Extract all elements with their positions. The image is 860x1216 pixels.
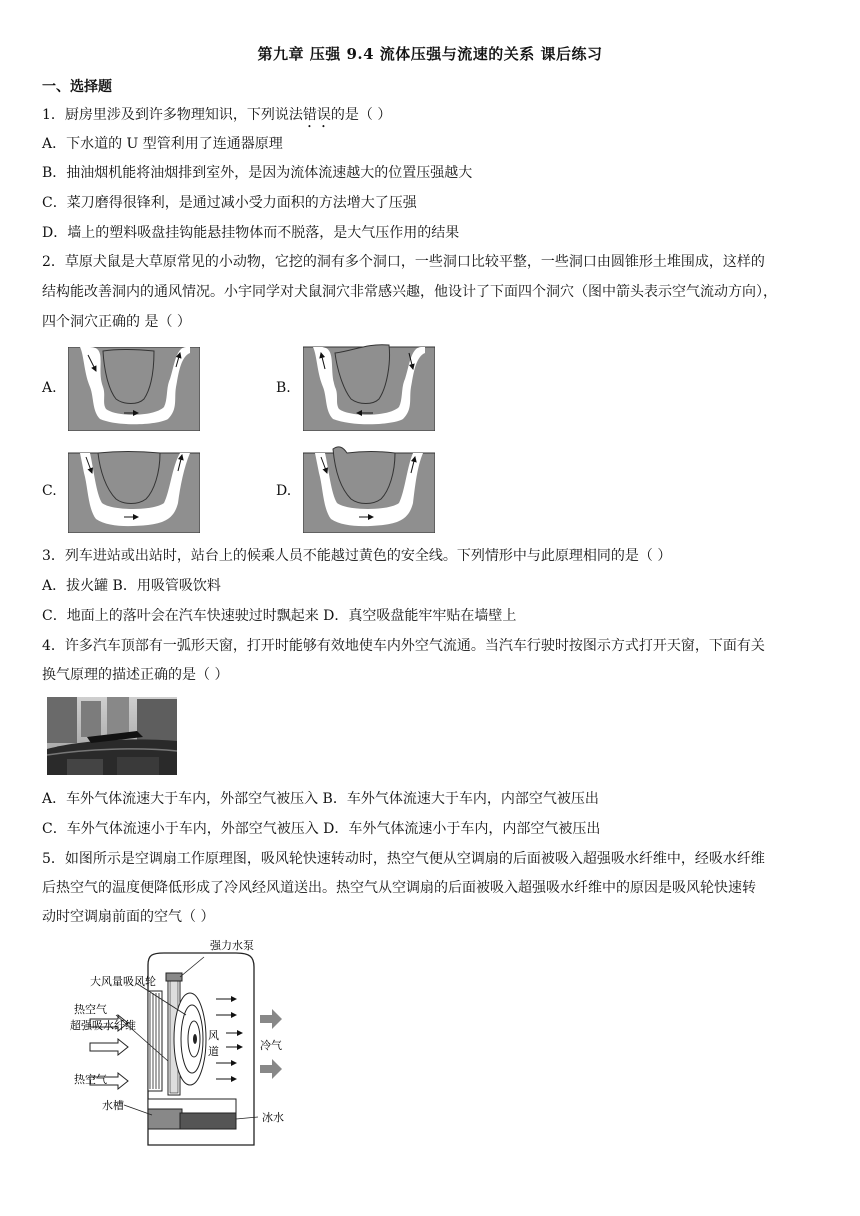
q1-emphasis-word: 错误 (302, 107, 331, 123)
q1-option-b: B．抽油烟机能将油烟排到室外，是因为流体流速越大的位置压强越大 (42, 165, 473, 181)
question-1-stem (42, 105, 822, 131)
air-cooler-diagram (40, 935, 300, 1160)
car-sunroof-photo (47, 697, 177, 775)
label-tank: 水槽 (102, 1099, 124, 1112)
q3-options-cd: C．地面上的落叶会在汽车快速驶过时飘起来 D．真空吸盘能牢牢贴在墙壁上 (42, 608, 517, 624)
label-fiber: 超强吸水纤维 (70, 1019, 136, 1032)
label-hot-air-2: 热空气 (74, 1073, 107, 1086)
q2-label-d: D. (276, 483, 292, 499)
q2-stem-line-1: 2．草原犬鼠是大草原常见的小动物，它挖的洞有多个洞口，一些洞口比较平整，一些洞口由圆锥形土堆围成，这样的 (42, 254, 765, 270)
q1-stem-end: 的是（ ） (330, 107, 392, 123)
q3-options-ab: A．拔火罐 B．用吸管吸饮料 (42, 578, 221, 594)
burrow-figure-c (68, 447, 200, 533)
q2-label-c: C. (42, 483, 57, 499)
q1-stem-text: 1．厨房里涉及到许多物理知识，下列说法 (42, 107, 303, 123)
page-title: 第九章 压强 9.4 流体压强与流速的关系 课后练习 (257, 45, 603, 63)
q3-stem: 3．列车进站或出站时，站台上的候乘人员不能越过黄色的安全线。下列情形中与此原理相同的是（ ） (42, 548, 672, 564)
label-hot-air-1: 热空气 (74, 1003, 107, 1016)
q2-label-a: A. (42, 380, 57, 396)
q4-options-cd: C．车外气体流速小于车内，外部空气被压入 D．车外气体流速小于车内，内部空气被压出 (42, 821, 601, 837)
label-duct-2: 道 (208, 1045, 219, 1058)
q2-stem-line-2: 结构能改善洞内的通风情况。小宇同学对犬鼠洞穴非常感兴趣，他设计了下面四个洞穴（图中箭头表示空气流动方向）， (42, 284, 777, 300)
section-heading: 一、选择题 (42, 79, 112, 95)
q4-stem-line-2: 换气原理的描述正确的是（ ） (42, 667, 229, 683)
q4-options-ab: A．车外气体流速大于车内，外部空气被压入 B．车外气体流速大于车内，内部空气被压出 (42, 791, 599, 807)
q5-stem-line-1: 5．如图所示是空调扇工作原理图，吸风轮快速转动时，热空气便从空调扇的后面被吸入超强吸水纤维中，经吸水纤维 (42, 851, 765, 867)
q2-stem-line-3: 四个洞穴正确的 是（ ） (42, 314, 191, 330)
burrow-figure-d (303, 445, 435, 533)
q5-stem-line-3: 动时空调扇前面的空气（ ） (42, 909, 215, 925)
label-pump: 强力水泵 (210, 939, 254, 952)
q1-option-d: D．墙上的塑料吸盘挂钩能悬挂物体而不脱落，是大气压作用的结果 (42, 225, 460, 241)
label-fan: 大风量吸风轮 (90, 975, 156, 988)
label-duct-1: 风 (208, 1029, 219, 1042)
label-ice-water: 冰水 (262, 1111, 284, 1124)
q4-stem-line-1: 4．许多汽车顶部有一弧形天窗，打开时能够有效地使车内外空气流通。当汽车行驶时按图示方式打开天窗，下面有关 (42, 638, 765, 654)
q1-option-a: A．下水道的 U 型管利用了连通器原理 (42, 136, 283, 152)
q2-label-b: B. (276, 380, 291, 396)
q5-stem-line-2: 后热空气的温度便降低形成了冷风经风道送出。热空气从空调扇的后面被吸入超强吸水纤维中的原因是吸风轮快速转 (42, 880, 756, 896)
q1-option-c: C．菜刀磨得很锋利，是通过减小受力面积的方法增大了压强 (42, 195, 417, 211)
burrow-figure-b (303, 343, 435, 431)
label-cold-air: 冷气 (260, 1039, 282, 1052)
burrow-figure-a (68, 347, 200, 431)
